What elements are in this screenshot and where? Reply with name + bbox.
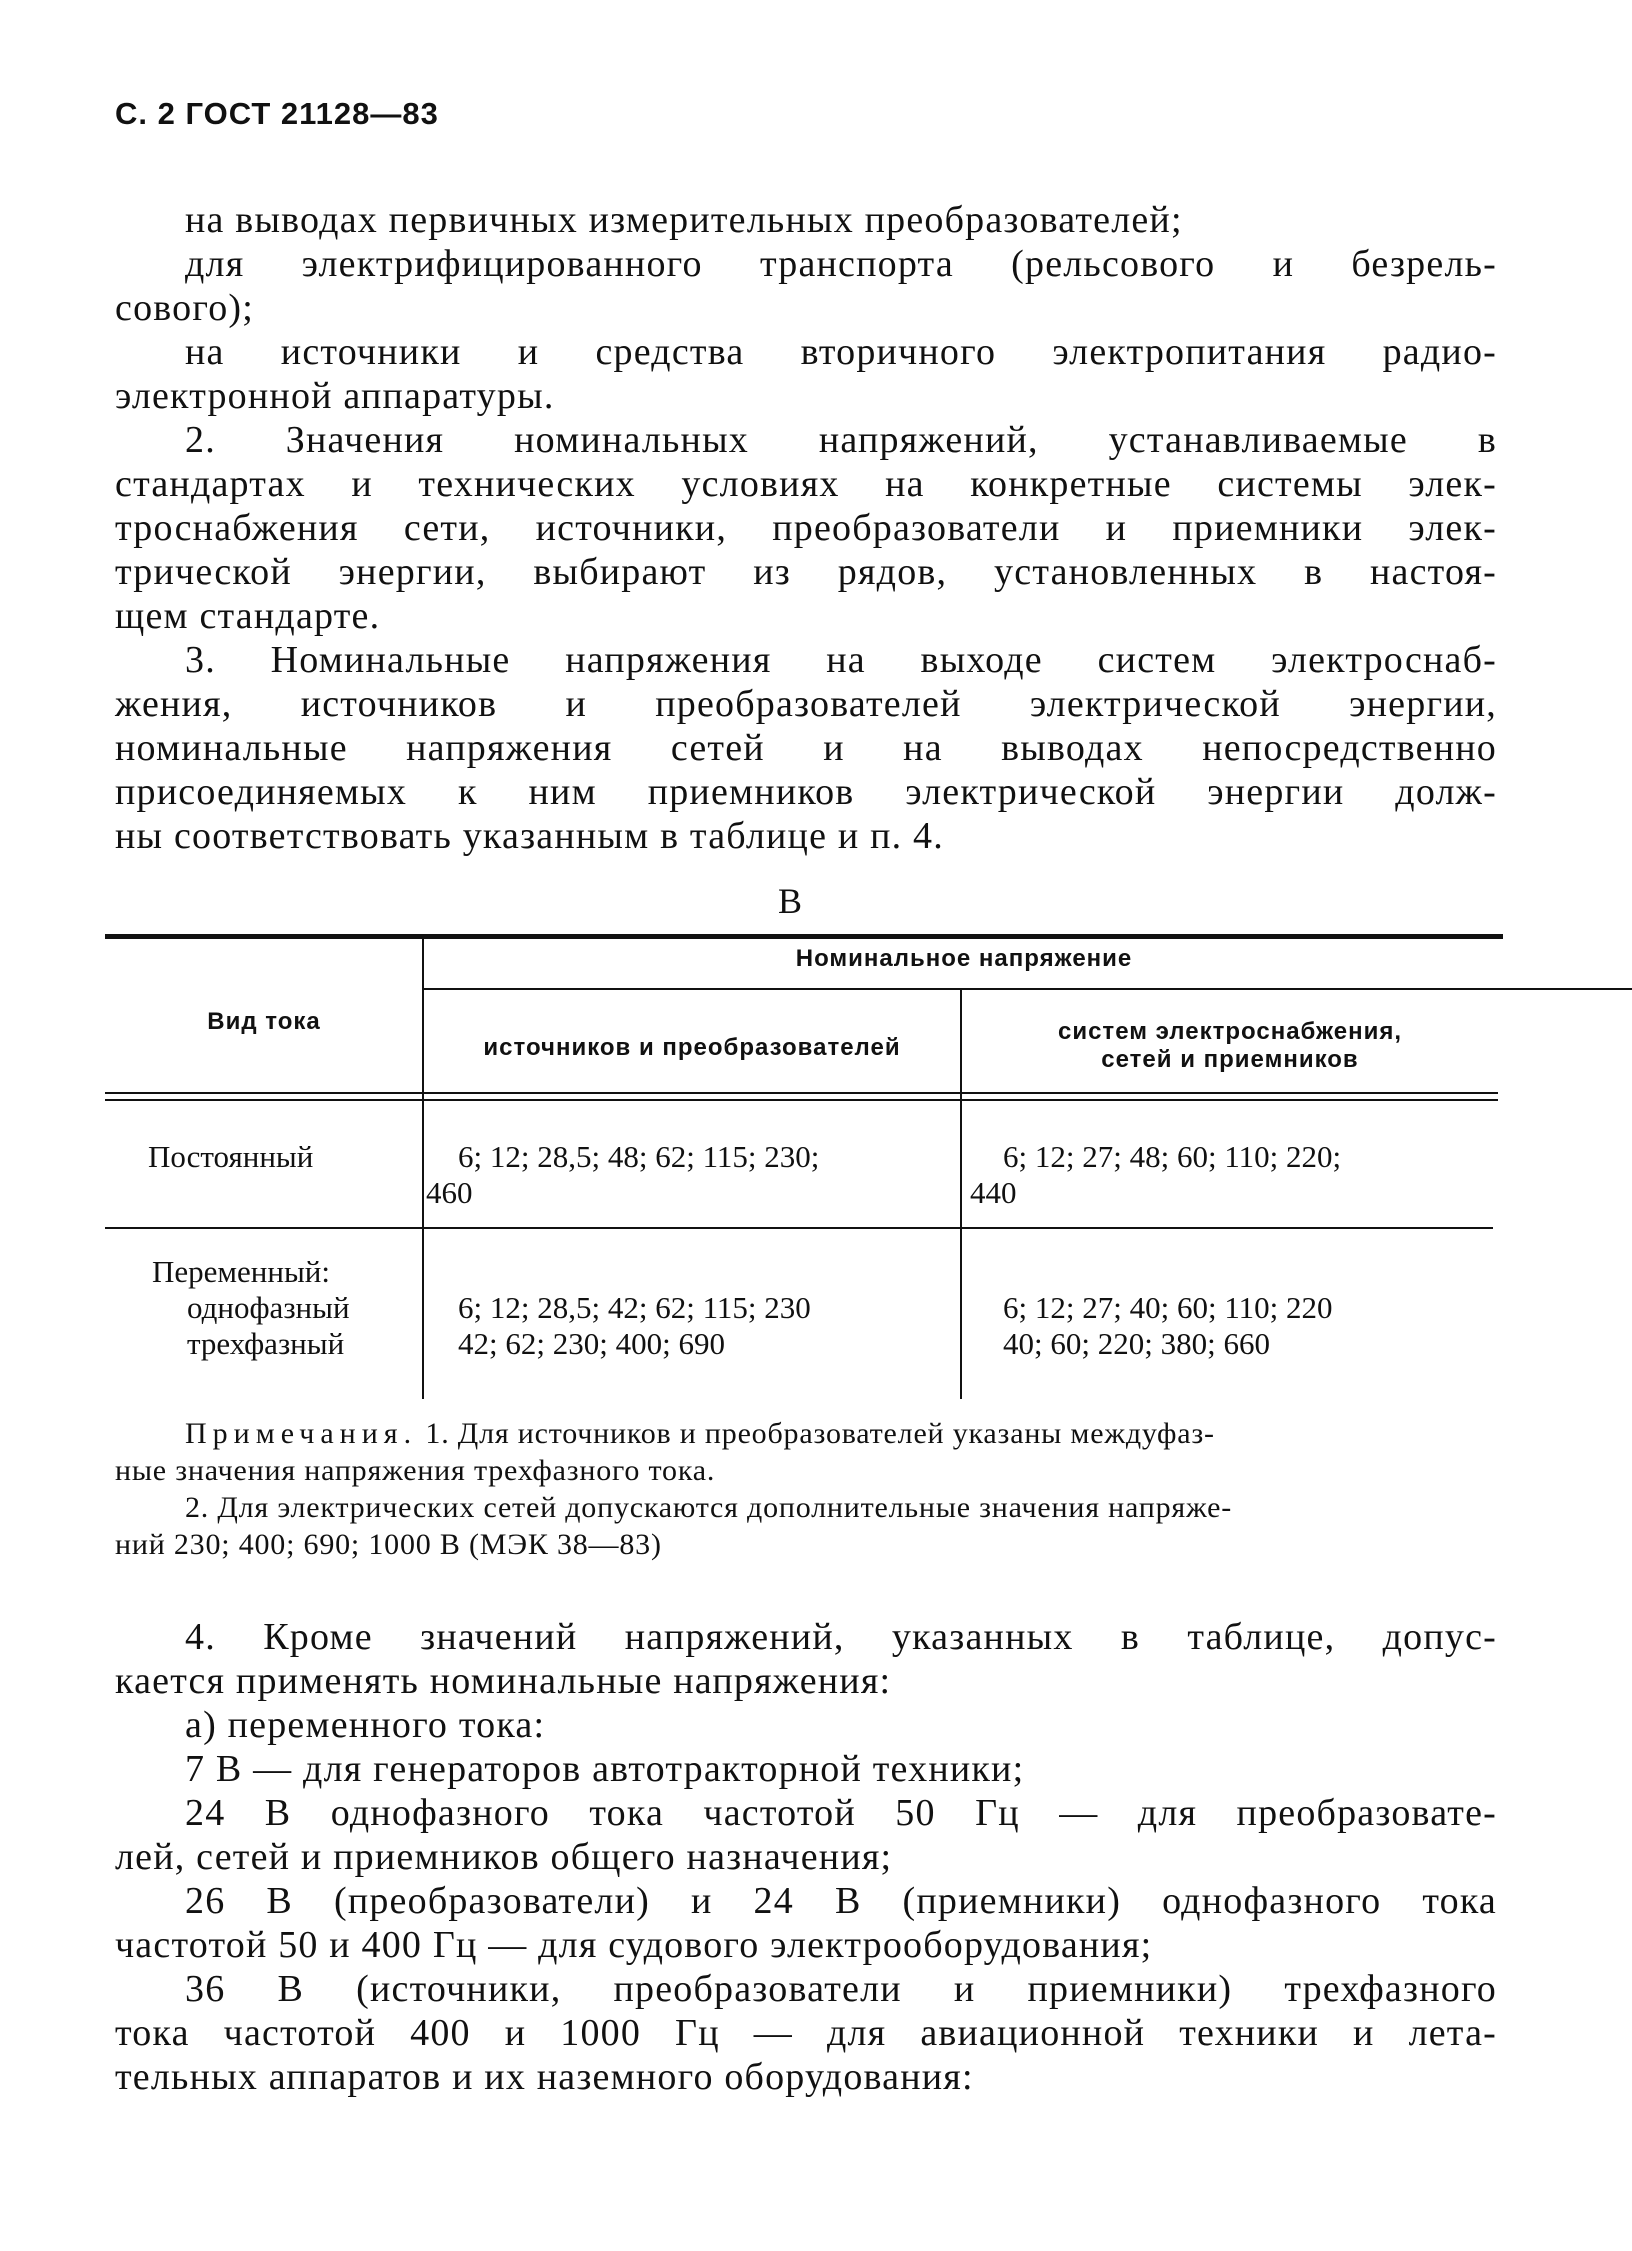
col-header-systems-1: систем электроснабжения,: [1057, 1018, 1403, 1045]
outro-line: а) переменного тока:: [185, 1704, 546, 1746]
outro-line: тельных аппаратов и их наземного оборудования:: [115, 2056, 974, 2098]
intro-line: троснабжения сети, источники, преобразователи и приемники элек-: [115, 507, 1497, 549]
intro-line: для электрифицированного транспорта (рельсового и безрель-: [185, 243, 1497, 285]
outro-paragraphs: [115, 1615, 1497, 2099]
row-ac-label: Переменный:: [152, 1254, 330, 1289]
page-header: С. 2 ГОСТ 21128—83: [115, 96, 439, 131]
row-dc-systems-2: 440: [970, 1175, 1017, 1210]
col-header-systems-2: сетей и приемников: [1101, 1046, 1359, 1073]
note-2-line-1: 2. Для электрических сетей допускаются дополнительные значения напряже-: [185, 1491, 1233, 1524]
row-ac-three-systems: 40; 60; 220; 380; 660: [1003, 1326, 1270, 1361]
outro-line: 26 В (преобразователи) и 24 В (приемники) однофазного тока: [185, 1880, 1497, 1922]
intro-line: 2. Значения номинальных напряжений, устанавливаемые в: [185, 419, 1497, 461]
intro-line: трической энергии, выбирают из рядов, установленных в настоя-: [115, 551, 1497, 593]
outro-line: 36 В (источники, преобразователи и приемники) трехфазного: [185, 1968, 1497, 2010]
outro-line: лей, сетей и приемников общего назначения;: [115, 1836, 893, 1878]
table-notes: [115, 1415, 1497, 1563]
row-ac-single-systems: 6; 12; 27; 40; 60; 110; 220: [1003, 1290, 1333, 1325]
row-ac-single-label: однофазный: [187, 1290, 350, 1325]
outro-line: кается применять номинальные напряжения:: [115, 1660, 892, 1702]
intro-line: сового);: [115, 287, 255, 329]
intro-line: электронной аппаратуры.: [115, 375, 555, 417]
intro-paragraphs: [115, 198, 1497, 858]
row-dc-sources-1: 6; 12; 28,5; 48; 62; 115; 230;: [458, 1139, 820, 1174]
intro-line: 3. Номинальные напряжения на выходе систем электроснаб-: [185, 639, 1497, 681]
intro-line: номинальные напряжения сетей и на выводах непосредственно: [115, 727, 1497, 769]
intro-line: ны соответствовать указанным в таблице и п. 4.: [115, 815, 944, 857]
row-ac-three-sources: 42; 62; 230; 400; 690: [458, 1326, 725, 1361]
col-header-sources: источников и преобразователей: [483, 1034, 901, 1061]
row-dc-systems-1: 6; 12; 27; 48; 60; 110; 220;: [1003, 1139, 1342, 1174]
intro-line: присоединяемых к ним приемников электрической энергии долж-: [115, 771, 1497, 813]
col-header-type: Вид тока: [207, 1008, 321, 1035]
col-header-group: Номинальное напряжение: [795, 945, 1133, 972]
outro-line: тока частотой 400 и 1000 Гц — для авиационной техники и лета-: [115, 2012, 1497, 2054]
table-unit-label: В: [778, 881, 803, 921]
note-1-line-1: [115, 1415, 1497, 1452]
outro-line: 7 В — для генераторов автотракторной техники;: [185, 1748, 1025, 1790]
outro-line: 24 В однофазного тока частотой 50 Гц — для преобразовате-: [185, 1792, 1497, 1834]
intro-line: жения, источников и преобразователей электрической энергии,: [115, 683, 1497, 725]
table-header-rule-1: [105, 1092, 1498, 1094]
table-top-rule: [105, 934, 1503, 939]
outro-line: частотой 50 и 400 Гц — для судового электрооборудования;: [115, 1924, 1153, 1966]
row-ac-single-sources: 6; 12; 28,5; 42; 62; 115; 230: [458, 1290, 811, 1325]
intro-line: на источники и средства вторичного электропитания радио-: [185, 331, 1497, 373]
table-header-rule-2: [105, 1099, 1498, 1101]
note-2-line-2: ний 230; 400; 690; 1000 В (МЭК 38—83): [115, 1528, 662, 1561]
intro-line: на выводах первичных измерительных преобразователей;: [185, 199, 1183, 241]
notes-label: Примечания.: [185, 1417, 418, 1450]
row-ac-three-label: трехфазный: [187, 1326, 345, 1361]
intro-line: щем стандарте.: [115, 595, 381, 637]
row-dc-sources-2: 460: [426, 1175, 473, 1210]
note-1-line-2: ные значения напряжения трехфазного тока.: [115, 1454, 716, 1487]
intro-line: стандартах и технических условиях на конкретные системы элек-: [115, 463, 1497, 505]
table-row-rule: [105, 1227, 1493, 1229]
outro-line: 4. Кроме значений напряжений, указанных в таблице, допус-: [185, 1616, 1497, 1658]
table-group-rule: [423, 988, 1632, 990]
note-1-text: 1. Для источников и преобразователей указаны междуфаз-: [425, 1417, 1215, 1450]
row-dc-label: Постоянный: [148, 1139, 314, 1174]
